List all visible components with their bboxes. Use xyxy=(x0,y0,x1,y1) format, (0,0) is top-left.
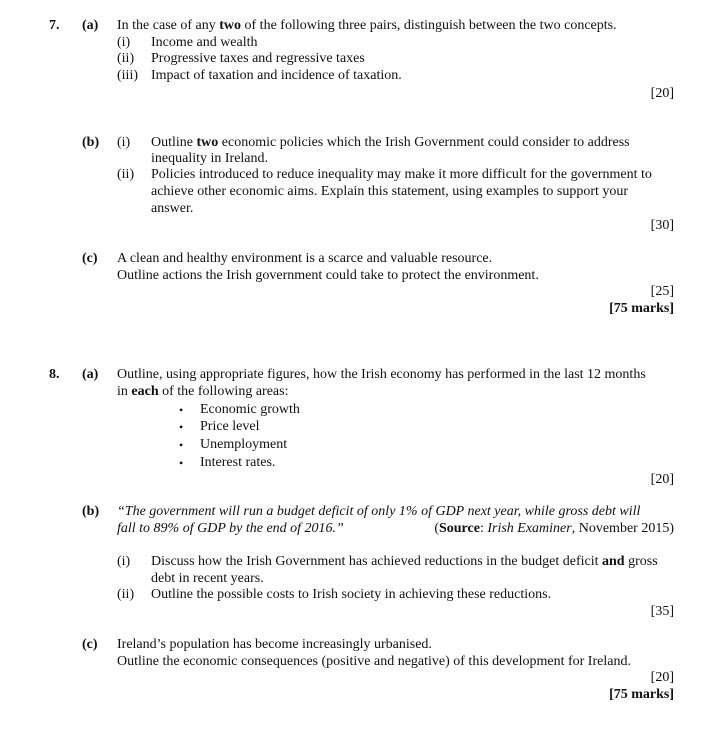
q8c-line1: Ireland’s population has become increasingly urbanised. xyxy=(117,637,432,652)
q7b-ii-line3: answer. xyxy=(151,201,194,216)
q8b-i-line2: debt in recent years. xyxy=(151,571,264,586)
part-label-8c: (c) xyxy=(82,637,98,652)
q8b-source-open: ( xyxy=(434,521,439,536)
q8a-bullet-text: Unemployment xyxy=(200,437,288,452)
q7c-marks: [25] xyxy=(650,284,674,299)
q7a-intro xyxy=(117,18,617,34)
q7a-item-num: (ii) xyxy=(117,51,135,66)
bullet-icon: • xyxy=(179,456,184,470)
question-number-7: 7. xyxy=(49,18,60,33)
part-label-8b: (b) xyxy=(82,504,100,519)
q8a-marks: [20] xyxy=(650,472,674,487)
q8b-quote-line2: fall to 89% of GDP by the end of 2016.” xyxy=(117,521,344,536)
q7b-marks: [30] xyxy=(650,218,674,233)
q8a-bullet-text: Economic growth xyxy=(200,402,300,417)
q7b-i-num: (i) xyxy=(117,135,131,150)
q7a-item-num: (i) xyxy=(117,35,131,50)
q7c-line1: A clean and healthy environment is a scarce and valuable resource. xyxy=(117,251,493,266)
q8a-bullet-text: Interest rates. xyxy=(200,455,276,470)
q7-total-marks: [75 marks] xyxy=(609,301,674,316)
q7b-i-line1-post: economic policies which the Irish Government could consider to address xyxy=(218,135,630,150)
bullet-icon: • xyxy=(179,420,184,434)
q7a-intro-pre: In the case of any xyxy=(117,18,220,33)
q7b-ii-num: (ii) xyxy=(117,167,135,182)
question-number-8: 8. xyxy=(49,367,60,382)
q7a-item-text: Progressive taxes and regressive taxes xyxy=(151,51,365,66)
q8b-i-num: (i) xyxy=(117,554,131,569)
q8b-i-line1-pre: Discuss how the Irish Government has achieved reductions in the budget deficit xyxy=(151,554,602,569)
bullet-icon: • xyxy=(179,438,184,452)
q7a-item-text: Impact of taxation and incidence of taxation. xyxy=(151,68,402,83)
q8b-source xyxy=(434,521,674,537)
q7b-ii-line2: achieve other economic aims. Explain this statement, using examples to support your xyxy=(151,184,629,199)
part-label-7b: (b) xyxy=(82,135,100,150)
q8c-line2: Outline the economic consequences (positive and negative) of this development for Ireland. xyxy=(117,654,631,669)
part-label-7c: (c) xyxy=(82,251,98,266)
q8a-line2-pre: in xyxy=(117,384,132,399)
q8a-line2-bold: each xyxy=(131,384,159,399)
q8b-i-line1-bold: and xyxy=(602,554,625,569)
q8b-i-line1 xyxy=(151,554,658,570)
q7a-item-num: (iii) xyxy=(117,68,138,83)
q8a-line2-post: of the following areas: xyxy=(158,384,289,399)
q7b-i-line1 xyxy=(151,135,630,151)
q8b-source-label: Source xyxy=(438,521,480,536)
q7c-line2: Outline actions the Irish government could take to protect the environment. xyxy=(117,268,539,283)
q8b-ii-text: Outline the possible costs to Irish society in achieving these reductions. xyxy=(151,587,552,602)
q8b-source-date: , November 2015) xyxy=(571,521,674,536)
q7b-i-line1-pre: Outline xyxy=(151,135,197,150)
q8b-marks: [35] xyxy=(650,604,674,619)
q8b-source-colon: : xyxy=(479,521,488,536)
q7b-i-line2: inequality in Ireland. xyxy=(151,151,269,166)
q8b-quote-line1: “The government will run a budget deficit of only 1% of GDP next year, while gross debt will xyxy=(117,504,641,519)
q7b-i-line1-bold: two xyxy=(196,135,219,150)
bullet-icon: • xyxy=(179,403,184,417)
q7a-intro-post: of the following three pairs, distinguish between the two concepts. xyxy=(241,18,617,33)
q7a-marks: [20] xyxy=(650,86,674,101)
q7a-item-text: Income and wealth xyxy=(151,35,258,50)
q8a-line1: Outline, using appropriate figures, how the Irish economy has performed in the last 12 months xyxy=(117,367,646,382)
q8b-source-publication: Irish Examiner xyxy=(487,521,572,536)
q7a-intro-bold: two xyxy=(219,18,242,33)
part-label-8a: (a) xyxy=(82,367,99,382)
q8a-bullet-text: Price level xyxy=(200,419,260,434)
q8-total-marks: [75 marks] xyxy=(609,687,674,702)
q7b-ii-line1: Policies introduced to reduce inequality may make it more difficult for the government to xyxy=(151,167,652,182)
q8b-ii-num: (ii) xyxy=(117,587,135,602)
q8c-marks: [20] xyxy=(650,670,674,685)
part-label-7a: (a) xyxy=(82,18,99,33)
q8a-line2 xyxy=(117,384,288,400)
q8b-i-line1-post: gross xyxy=(624,554,658,569)
